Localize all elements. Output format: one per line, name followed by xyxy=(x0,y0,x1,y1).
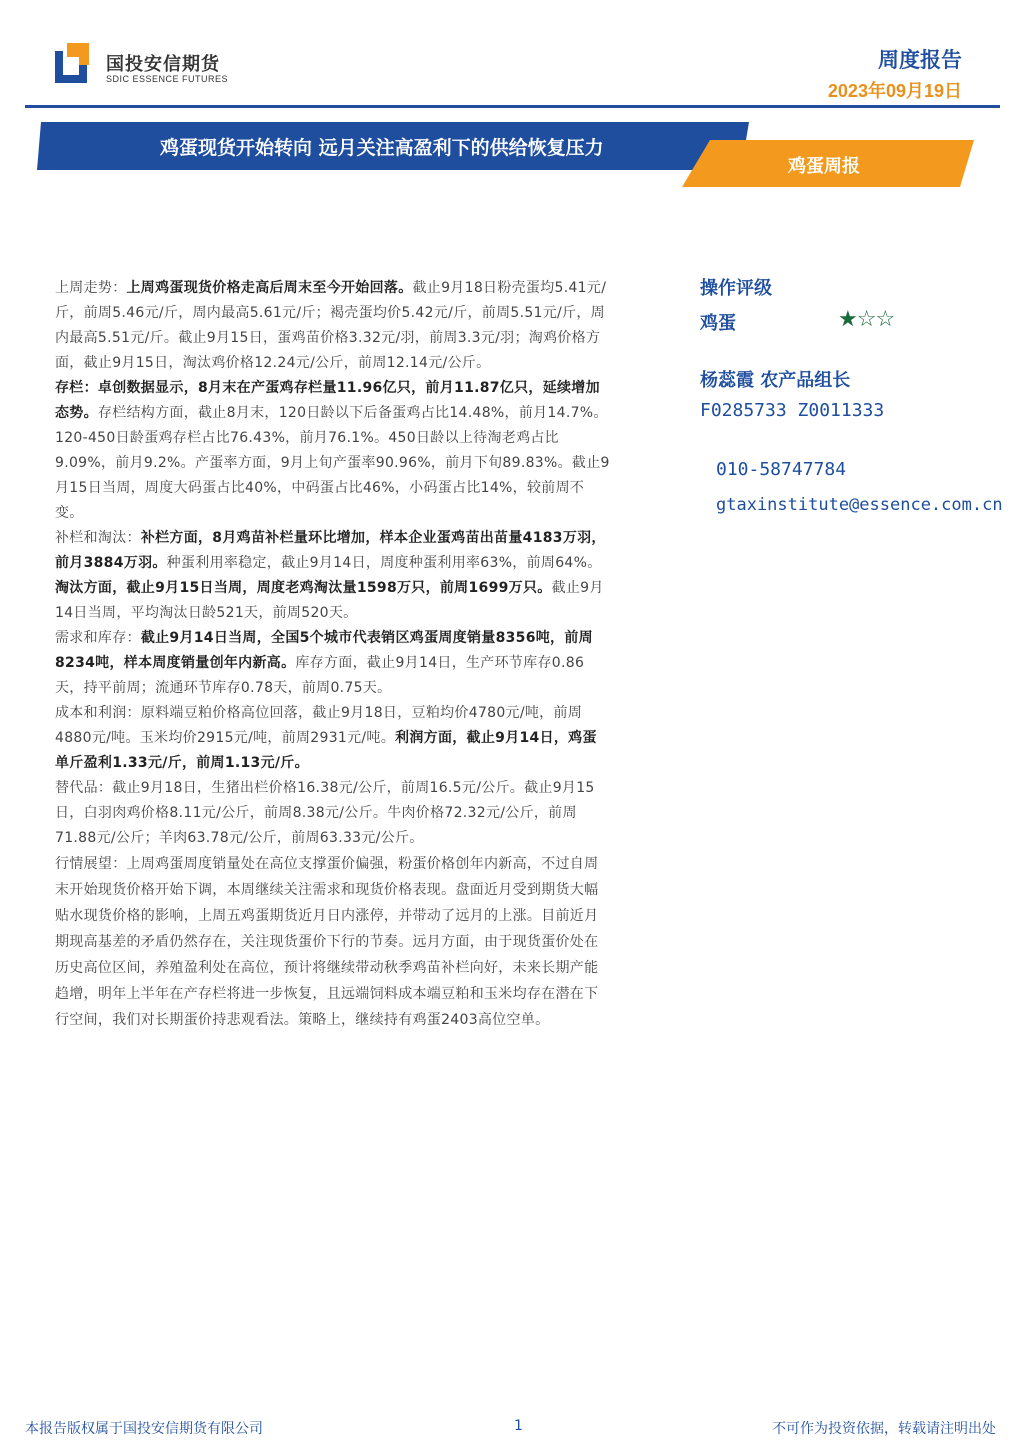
paragraph-highlight: 卓创数据显示，8月末在产蛋鸡存栏量11.96亿只，前月11.87亿只，延续增加态势。 xyxy=(55,380,600,421)
paragraph-text: 种蛋利用率稳定，截止9月14日，周度种蛋利用率63%，前周64%。 xyxy=(166,555,602,571)
paragraph-text: 存栏结构方面，截止8月末，120日龄以下后备蛋鸡占比14.48%，前月14.7%。120-450日龄蛋鸡存栏占比76.43%，前月76.1%。450日龄以上待淘老鸡占比9.09%，前月9.2%。产蛋率方面，9月上旬产蛋率90.96%，前月下旬89.83%。截止9月15日当周，周度大码蛋占比40%，中码蛋占比46%，小码蛋占比14%，较前周不变。 xyxy=(55,405,610,521)
footer-disclaimer: 不可作为投资依据，转载请注明出处 xyxy=(772,1421,996,1437)
paragraph-text: 截止9月18日粉壳蛋均5.41元/斤，前周5.46元/斤，周内最高5.61元/斤；褐壳蛋均价5.42元/斤，前周5.51元/斤，周内最高5.51元/斤。截止9月15日，蛋鸡苗价格3.32元/羽，前周3.3元/羽；淘鸡价格方面，截止9月15日，淘汰鸡价格12.24元/公斤，前周12.14元/公斤。 xyxy=(55,280,607,371)
paragraph-label: 成本和利润： xyxy=(55,705,141,721)
analyst-name: 杨蕊霞 农产品组长 xyxy=(700,370,851,391)
paragraph-text: 上周鸡蛋周度销量处在高位支撑蛋价偏强，粉蛋价格创年内新高，不过自周末开始现货价格开始下调，本周继续关注需求和现货价格表现。盘面近月受到期货大幅贴水现货价格的影响，上周五鸡蛋期货近月日内涨停，并带动了远月的上涨。目前近月期现高基差的矛盾仍然存在，关注现货蛋价下行的节奏。远月方面，由于现货蛋价处在历史高位区间，养殖盈利处在高位，预计将继续带动秋季鸡苗补栏向好，未来长期产能趋增，明年上半年在产存栏将进一步恢复，且远端饲料成本端豆粕和玉米均存在潜在下行空间，我们对长期蛋价持悲观看法。策略上，继续持有鸡蛋2403高位空单。 xyxy=(55,856,599,1028)
paragraph-highlight: 补栏方面，8月鸡苗补栏量环比增加，样本企业蛋鸡苗出苗量4183万羽，前月3884万羽。 xyxy=(55,530,606,571)
paragraph-highlight: 上周鸡蛋现货价格走高后周末至今开始回落。 xyxy=(126,280,413,296)
footer-copyright: 本报告版权属于国投安信期货有限公司 xyxy=(25,1421,263,1437)
rating-item: 鸡蛋 xyxy=(700,313,736,334)
paragraph-label: 替代品： xyxy=(55,780,113,796)
contact-phone: 010-58747784 xyxy=(716,459,847,480)
paragraph-demand-stock xyxy=(55,626,610,701)
analyst-cert: F0285733 Z0011333 xyxy=(700,400,885,421)
paragraph-inventory xyxy=(55,376,610,526)
paragraph-label: 行情展望： xyxy=(55,856,127,872)
paragraph-label: 存栏： xyxy=(55,380,98,396)
paragraph-label: 上周走势： xyxy=(55,280,127,296)
paragraph-weekly-trend xyxy=(55,276,610,376)
report-title: 鸡蛋现货开始转向 远月关注高盈利下的供给恢复压力 xyxy=(160,137,604,159)
company-name-en: SDIC ESSENCE FUTURES xyxy=(106,74,229,84)
paragraph-text: 原料端豆粕价格高位回落，截止9月18日，豆粕均价4780元/吨，前周4880元/吨。玉米均价2915元/吨，前周2931元/吨。 xyxy=(55,705,583,746)
paragraph-highlight: 截止9月14日当周，全国5个城市代表销区鸡蛋周度销量8356吨，前周8234吨，样本周度销量创年内新高。 xyxy=(55,630,593,671)
paragraph-outlook xyxy=(55,851,610,1033)
paragraph-label: 补栏和淘汰： xyxy=(55,530,141,546)
rating-stars-icon: ★☆☆ xyxy=(838,307,895,332)
category-tag: 鸡蛋周报 xyxy=(788,156,860,177)
rating-heading: 操作评级 xyxy=(700,278,772,299)
header-divider xyxy=(25,105,1000,108)
company-logo-icon xyxy=(55,43,95,83)
paragraph-substitutes xyxy=(55,776,610,851)
paragraph-text: 截止9月18日，生猪出栏价格16.38元/公斤，前周16.5元/公斤。截止9月15日，白羽肉鸡价格8.11元/公斤，前周8.38元/公斤。牛肉价格72.32元/公斤，前周71.88元/公斤；羊肉63.78元/公斤，前周63.33元/公斤。 xyxy=(55,780,595,846)
report-body xyxy=(55,276,610,1033)
paragraph-text: 截止9月14日当周，平均淘汰日龄521天，前周520天。 xyxy=(55,580,604,621)
page-number: 1 xyxy=(514,1418,523,1434)
paragraph-highlight: 利润方面，截止9月14日，鸡蛋单斤盈利1.33元/斤，前周1.13元/斤。 xyxy=(55,730,597,771)
contact-email[interactable]: gtaxinstitute@essence.com.cn xyxy=(716,495,1003,515)
paragraph-restock-cull xyxy=(55,526,610,626)
paragraph-highlight: 淘汰方面，截止9月15日当周，周度老鸡淘汰量1598万只，前周1699万只。 xyxy=(55,580,552,596)
company-name-cn: 国投安信期货 xyxy=(106,54,220,75)
paragraph-text: 库存方面，截止9月14日，生产环节库存0.86天，持平前周；流通环节库存0.78天，前周0.75天。 xyxy=(55,655,585,696)
paragraph-label: 需求和库存： xyxy=(55,630,141,646)
report-type: 周度报告 xyxy=(878,48,962,72)
paragraph-cost-profit xyxy=(55,701,610,776)
report-date: 2023年09月19日 xyxy=(827,81,962,101)
